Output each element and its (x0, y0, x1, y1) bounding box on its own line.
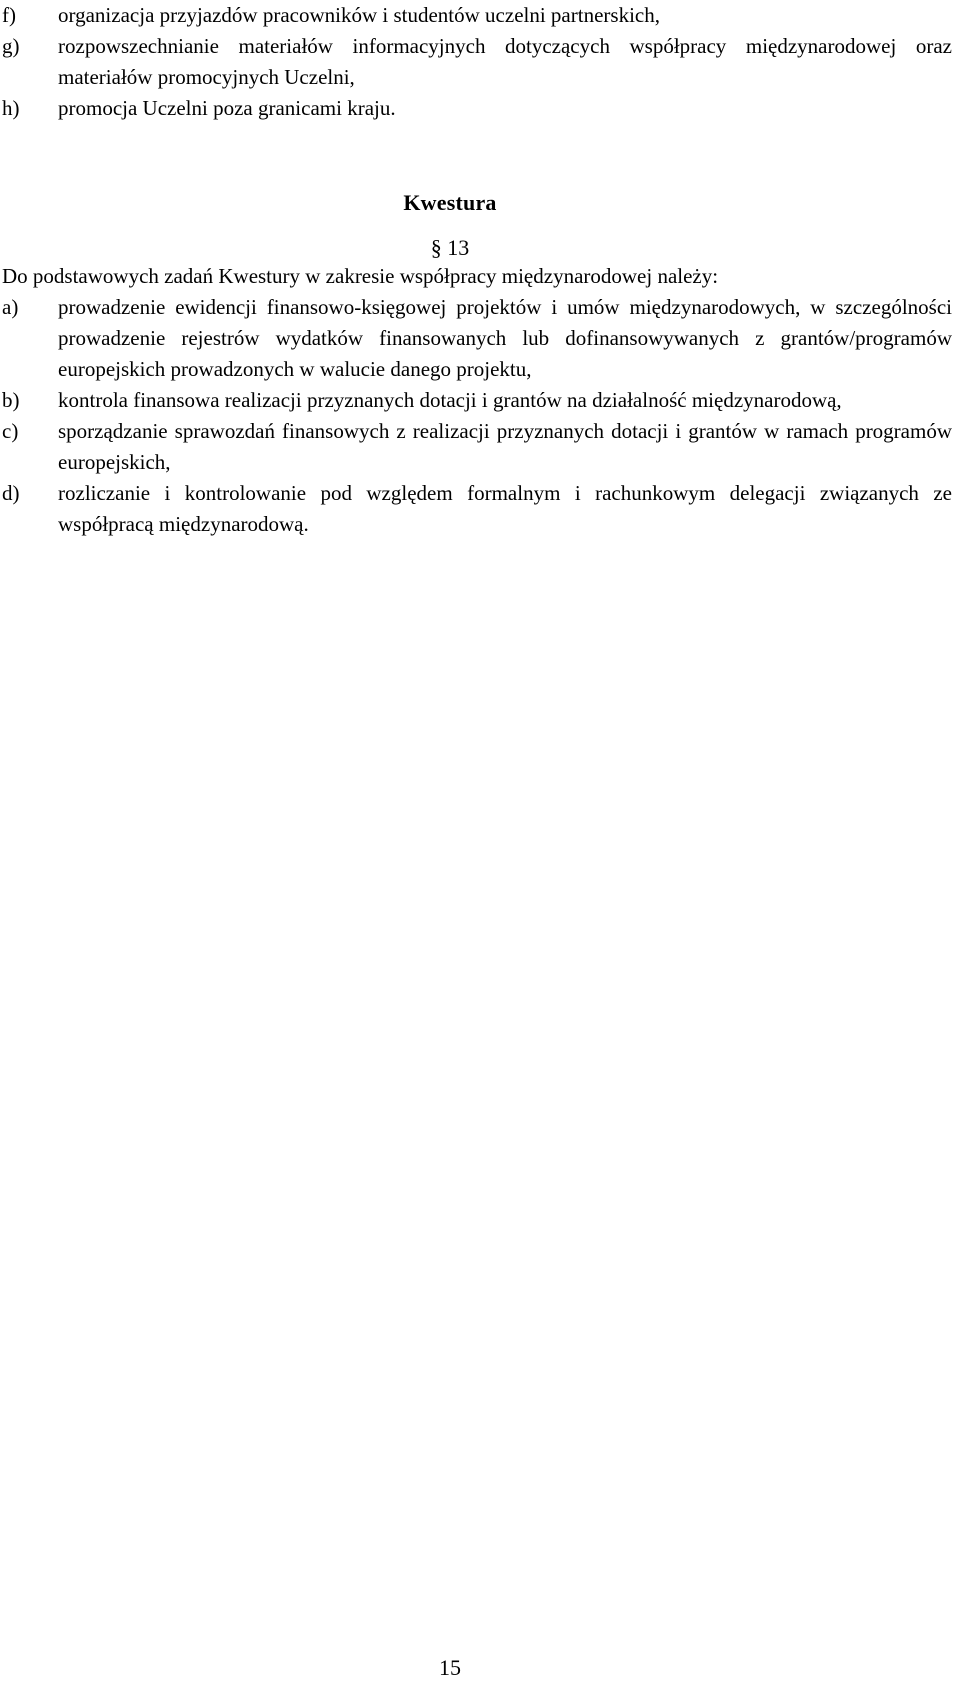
list-item (0, 31, 952, 93)
list-item-text: sporządzanie sprawozdań finansowych z realizacji przyznanych dotacji i grantów w ramach programów europejskich, (58, 419, 952, 474)
list-item (0, 292, 952, 385)
list-item (0, 0, 952, 31)
list-item (0, 93, 952, 124)
list-marker: f) (2, 3, 16, 27)
kwestura-task-list (0, 292, 952, 540)
list-item (0, 385, 952, 416)
list-item (0, 478, 952, 540)
list-marker: d) (2, 481, 20, 505)
list-item-text: promocja Uczelni poza granicami kraju. (58, 96, 396, 120)
list-item-text: rozliczanie i kontrolowanie pod względem formalnym i rachunkowym delegacji związanych ze współpracą międzynarodową. (58, 481, 952, 536)
page-number: 15 (439, 1655, 461, 1680)
list-item-text: rozpowszechnianie materiałów informacyjnych dotyczących współpracy międzynarodowej oraz materiałów promocyjnych Uczelni, (58, 34, 952, 89)
list-item (0, 416, 952, 478)
paragraph-number: § 13 (430, 235, 470, 260)
list-marker: c) (2, 419, 19, 443)
list-marker: a) (2, 295, 19, 319)
list-marker: h) (2, 96, 20, 120)
list-item-text: prowadzenie ewidencji finansowo-księgowej projektów i umów międzynarodowych, w szczególności prowadzenie rejestrów wydatków finansowanych lub dofinansowywanych z grantów/programów europejskich prowadzonych w walucie danego projektu, (58, 295, 952, 381)
top-task-list (0, 0, 952, 124)
list-marker: g) (2, 34, 20, 58)
section-heading: Kwestura (403, 190, 497, 215)
list-marker: b) (2, 388, 20, 412)
list-item-text: organizacja przyjazdów pracowników i studentów uczelni partnerskich, (58, 3, 660, 27)
section-intro: Do podstawowych zadań Kwestury w zakresie współpracy międzynarodowej należy: (2, 264, 719, 288)
list-item-text: kontrola finansowa realizacji przyznanych dotacji i grantów na działalność międzynarodową, (58, 388, 842, 412)
